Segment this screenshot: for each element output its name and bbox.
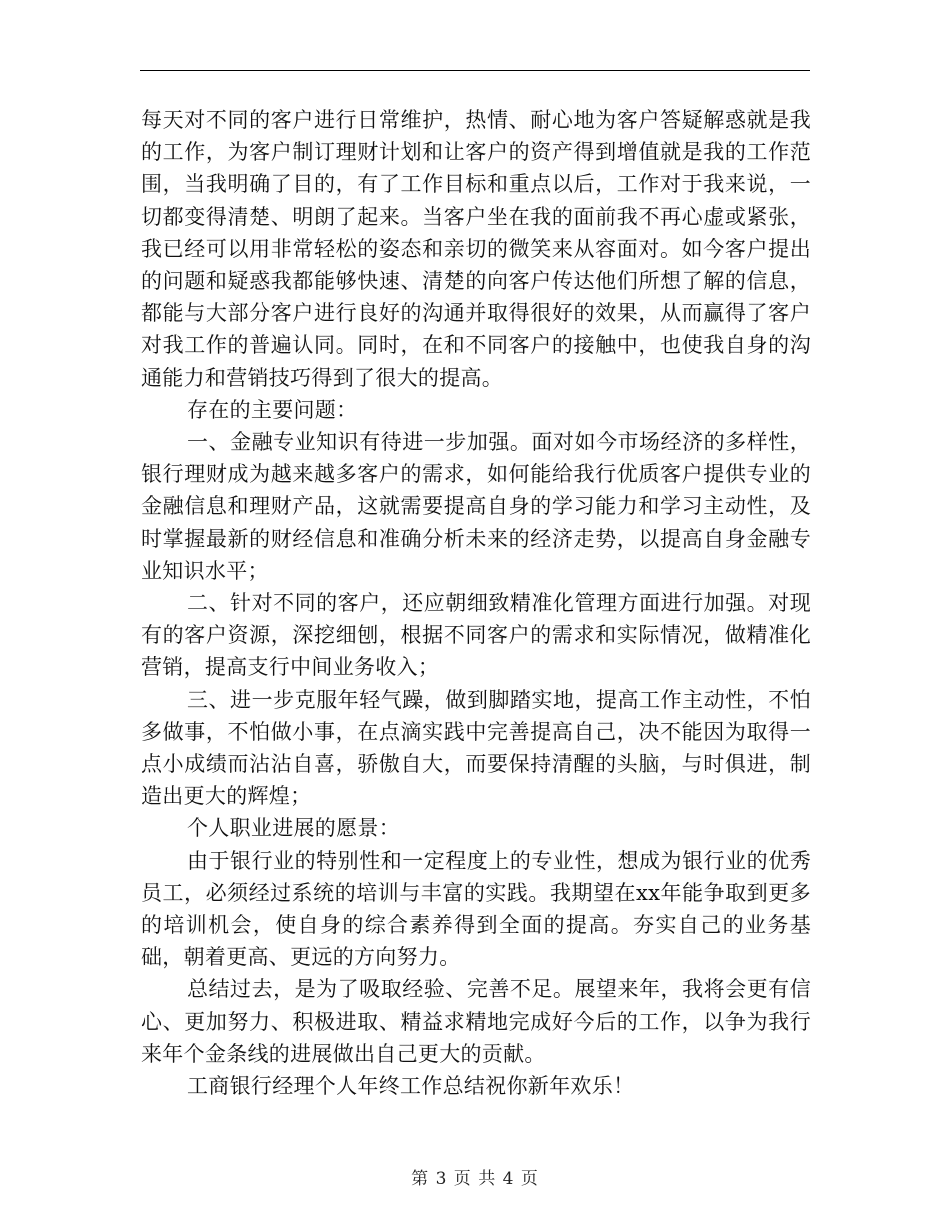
paragraph-problem-3: 三、进一步克服年轻气躁，做到脚踏实地，提高工作主动性，不怕多做事，不怕做小事，在点滴实践中完善提高自己，决不能因为取得一点小成绩而沾沾自喜，骄傲自大，而要保持清醒的头脑，与时俱进，制造出更大的辉煌； [141,687,811,809]
heading-main-problems: 存在的主要问题： [187,397,358,422]
page-number: 第 3 页 共 4 页 [411,1169,539,1189]
heading-career-vision: 个人职业进展的愿景： [187,816,400,841]
paragraph-problem-2: 二、针对不同的客户，还应朝细致精准化管理方面进行加强。对现有的客户资源，深挖细刨，根据不同客户的需求和实际情况，做精准化营销，提高支行中间业务收入； [141,591,811,680]
paragraph-problem-1: 一、金融专业知识有待进一步加强。面对如今市场经济的多样性，银行理财成为越来越多客户的需求，如何能给我行优质客户提供专业的金融信息和理财产品，这就需要提高自身的学习能力和学习主动性，及时掌握最新的财经信息和准确分析未来的经济走势，以提高自身金融专业知识水平； [141,430,811,583]
header-rule [140,70,810,71]
paragraph-service-work: 每天对不同的客户进行日常维护，热情、耐心地为客户答疑解惑就是我的工作，为客户制订理财计划和让客户的资产得到增值就是我的工作范围，当我明确了目的，有了工作目标和重点以后，工作对于我来说，一切都变得清楚、明朗了起来。当客户坐在我的面前我不再心虚或紧张，我已经可以用非常轻松的姿态和亲切的微笑来从容面对。如今客户提出的问题和疑惑我都能够快速、清楚的向客户传达他们所想了解的信息，都能与大部分客户进行良好的沟通并取得很好的效果，从而赢得了客户对我工作的普遍认同。同时，在和不同客户的接触中，也使我自身的沟通能力和营销技巧得到了很大的提高。 [141,108,811,390]
paragraph-closing: 工商银行经理个人年终工作总结祝你新年欢乐！ [187,1074,635,1099]
paragraph-summary: 总结过去，是为了吸取经验、完善不足。展望来年，我将会更有信心、更加努力、积极进取、精益求精地完成好今后的工作，以争为我行来年个金条线的进展做出自己更大的贡献。 [141,977,811,1066]
document-body [141,104,811,1102]
paragraph-career-vision: 由于银行业的特别性和一定程度上的专业性，想成为银行业的优秀员工，必须经过系统的培训与丰富的实践。我期望在xx年能争取到更多的培训机会，使自身的综合素养得到全面的提高。夯实自己的业务基础，朝着更高、更远的方向努力。 [141,848,811,970]
